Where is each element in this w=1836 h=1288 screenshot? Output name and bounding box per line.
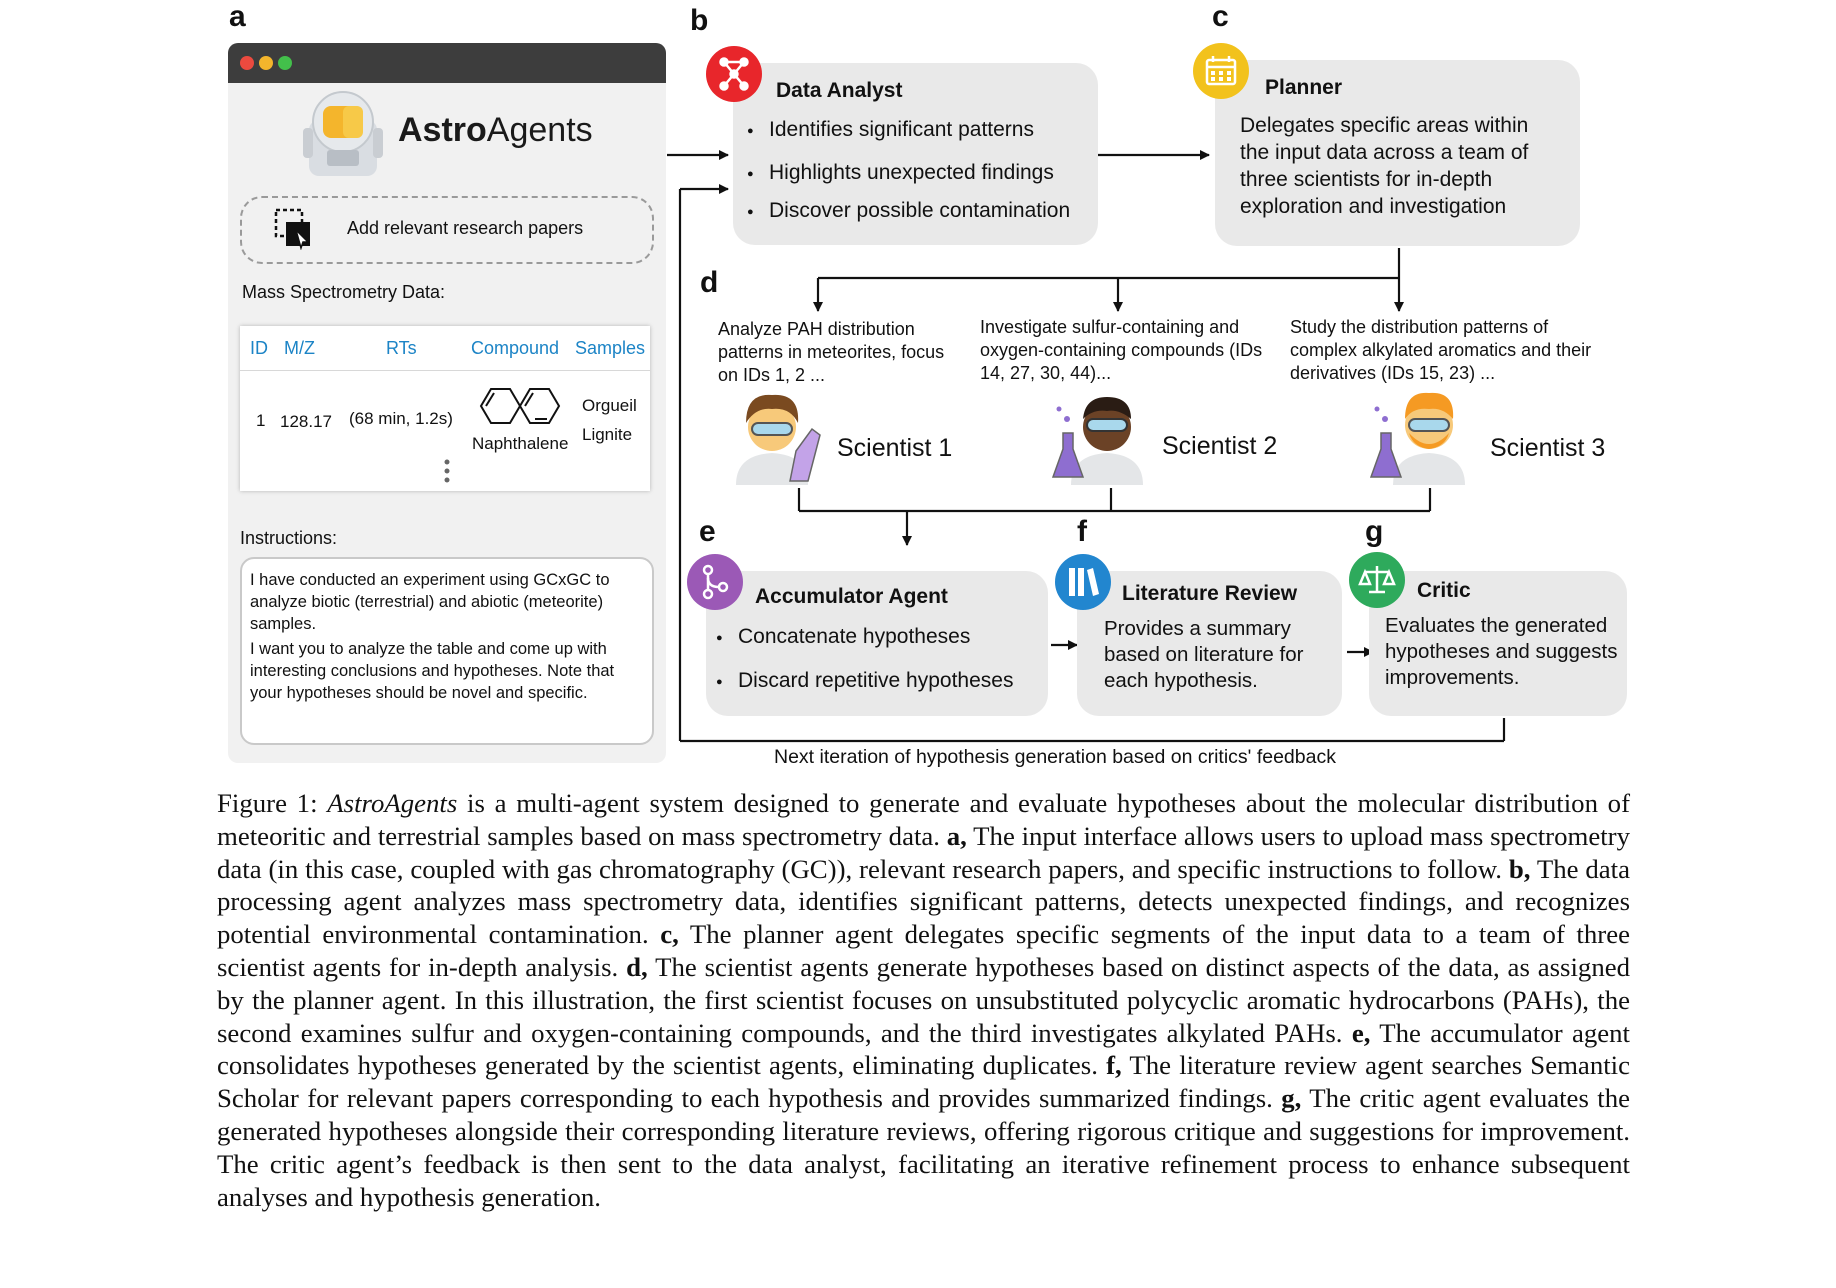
accumulator-bullet: ● Discard repetitive hypotheses: [738, 669, 1013, 693]
scientist-2-label: Scientist 2: [1162, 432, 1278, 460]
caption-label-e: e,: [1351, 1017, 1371, 1048]
data-analyst-network-icon: [706, 46, 762, 102]
column-header-mz[interactable]: M/Z: [284, 338, 315, 358]
literature-review-card[interactable]: [1077, 571, 1342, 716]
data-analyst-bullet: ● Discover possible contamination: [769, 199, 1070, 223]
column-header-samples[interactable]: Samples: [575, 338, 646, 358]
critic-scales-icon: [1349, 552, 1405, 608]
scientist-2-avatar-icon: [1047, 389, 1147, 485]
instruction-paragraph: I have conducted an experiment using GCxGC to analyze biotic (terrestrial) and abiotic (meteorite) samples.: [250, 571, 610, 633]
caption-text-c: The planner agent delegates specific segments of the input data to a team of three scientist agents for in-depth analysis.: [217, 919, 1630, 982]
planner-title: Planner: [1265, 76, 1343, 99]
figure-caption: [217, 787, 1630, 1213]
planner-calendar-icon: [1193, 43, 1249, 99]
caption-text-e: The accumulator agent consolidates hypotheses generated by the scientist agents, eliminating duplicates.: [217, 1017, 1630, 1081]
caption-text-f: The literature review agent searches Semantic Scholar for relevant papers corresponding to each hypothesis and provides summarized findings.: [217, 1050, 1631, 1114]
critic-title: Critic: [1417, 579, 1471, 602]
scientist-1-label: Scientist 1: [837, 434, 953, 462]
panel-label-b: b: [690, 4, 709, 37]
caption-label-b: b,: [1508, 853, 1531, 884]
caption-intro: is a multi-agent system designed to generate and evaluate hypotheses about the molecular distribution of meteoritic and terrestrial samples based on mass spectrometry data.: [217, 788, 1631, 851]
caption-label-g: g,: [1281, 1083, 1302, 1114]
critic-description: Evaluates the generated hypotheses and suggests improvements.: [1385, 614, 1618, 689]
data-analyst-card[interactable]: [733, 63, 1098, 245]
scientist-3-task: Study the distribution patterns of complex alkylated aromatics and their derivatives (IDs 15, 23) ...: [1290, 317, 1592, 383]
cell-sample: Orgueil: [582, 396, 637, 415]
cell-sample: Lignite: [582, 425, 633, 444]
cell-compound: Naphthalene: [472, 434, 569, 453]
cell-id: 1: [256, 411, 266, 430]
accumulator-title: Accumulator Agent: [755, 585, 948, 608]
panel-label-f: f: [1077, 515, 1087, 548]
scientist-2-task: Investigate sulfur-containing and oxygen-containing compounds (IDs 14, 27, 30, 44)...: [980, 317, 1263, 383]
literature-review-title: Literature Review: [1122, 582, 1298, 605]
panel-label-d: d: [700, 266, 719, 299]
app-brand: AstroAgents: [398, 111, 593, 149]
scientist-1-task: Analyze PAH distribution patterns in meteorites, focus on IDs 1, 2 ...: [718, 319, 945, 385]
scientist-3-avatar-icon: [1363, 385, 1467, 485]
column-header-id[interactable]: ID: [250, 338, 268, 358]
literature-review-description: Provides a summary based on literature for each hypothesis.: [1104, 617, 1304, 692]
cell-rts: (68 min, 1.2s): [349, 409, 453, 428]
caption-label-c: c,: [660, 919, 679, 950]
accumulator-card[interactable]: [706, 571, 1048, 716]
caption-text-d: The scientist agents generate hypotheses based on distinct aspects of the data, as assigned by the planner agent. In this illustration, the first scientist focuses on unsubstituted polycyclic aromatic hydrocarbons (PAHs), the second examines sulfur and oxygen-containing compounds, and the third investigates alkylated PAHs.: [217, 951, 1631, 1048]
panel-label-e: e: [699, 515, 716, 548]
figure-label: Figure 1:: [217, 788, 318, 818]
table-label: Mass Spectrometry Data:: [242, 282, 446, 302]
caption-text-b: The data processing agent analyzes mass spectrometry data, identifies significant patterns, detects unexpected findings, and recognizes potential environmental contamination.: [217, 853, 1631, 950]
panel-label-g: g: [1365, 515, 1384, 548]
column-header-compound[interactable]: Compound: [471, 338, 560, 358]
caption-text-a: The input interface allows users to upload mass spectrometry data (in this case, coupled with gas chromatography (GC)), relevant research papers, and specific instructions to follow.: [217, 820, 1630, 884]
upload-label: Add relevant research papers: [347, 218, 584, 238]
literature-books-icon: [1055, 554, 1111, 610]
panel-label-c: c: [1212, 0, 1229, 33]
panel-label-a: a: [229, 0, 246, 33]
critic-card[interactable]: [1369, 571, 1627, 716]
cell-mz: 128.17: [280, 412, 332, 431]
system-name: AstroAgents: [327, 788, 458, 818]
caption-label-f: f,: [1106, 1050, 1122, 1081]
instructions-label: Instructions:: [240, 528, 338, 548]
accumulator-merge-icon: [687, 554, 743, 610]
planner-description: Delegates specific areas within the input data across a team of three scientists for in-depth exploration and investigation: [1240, 114, 1529, 218]
feedback-loop-label: Next iteration of hypothesis generation based on critics' feedback: [774, 746, 1336, 768]
data-analyst-bullet: ● Identifies significant patterns: [769, 118, 1034, 142]
caption-text-g: The critic agent evaluates the generated hypotheses alongside their corresponding literature reviews, offering rigorous critique and suggestions for improvement. The critic agent’s feedback is then sent to the data analyst, facilitating an iterative refinement process to enhance subsequent analyses and hypothesis generation.: [217, 1083, 1630, 1212]
data-analyst-bullet: ● Highlights unexpected findings: [769, 161, 1054, 185]
instruction-paragraph: I want you to analyze the table and come up with interesting conclusions and hypotheses. Note that your hypotheses should be novel and specific.: [250, 640, 615, 702]
planner-card[interactable]: [1215, 60, 1580, 246]
caption-label-a: a,: [946, 820, 967, 851]
caption-label-d: d,: [626, 951, 648, 982]
data-analyst-title: Data Analyst: [776, 79, 903, 102]
accumulator-bullet: ● Concatenate hypotheses: [738, 625, 970, 649]
scientist-3-label: Scientist 3: [1490, 434, 1606, 462]
column-header-rts[interactable]: RTs: [386, 338, 417, 358]
scientist-1-avatar-icon: [728, 385, 824, 485]
